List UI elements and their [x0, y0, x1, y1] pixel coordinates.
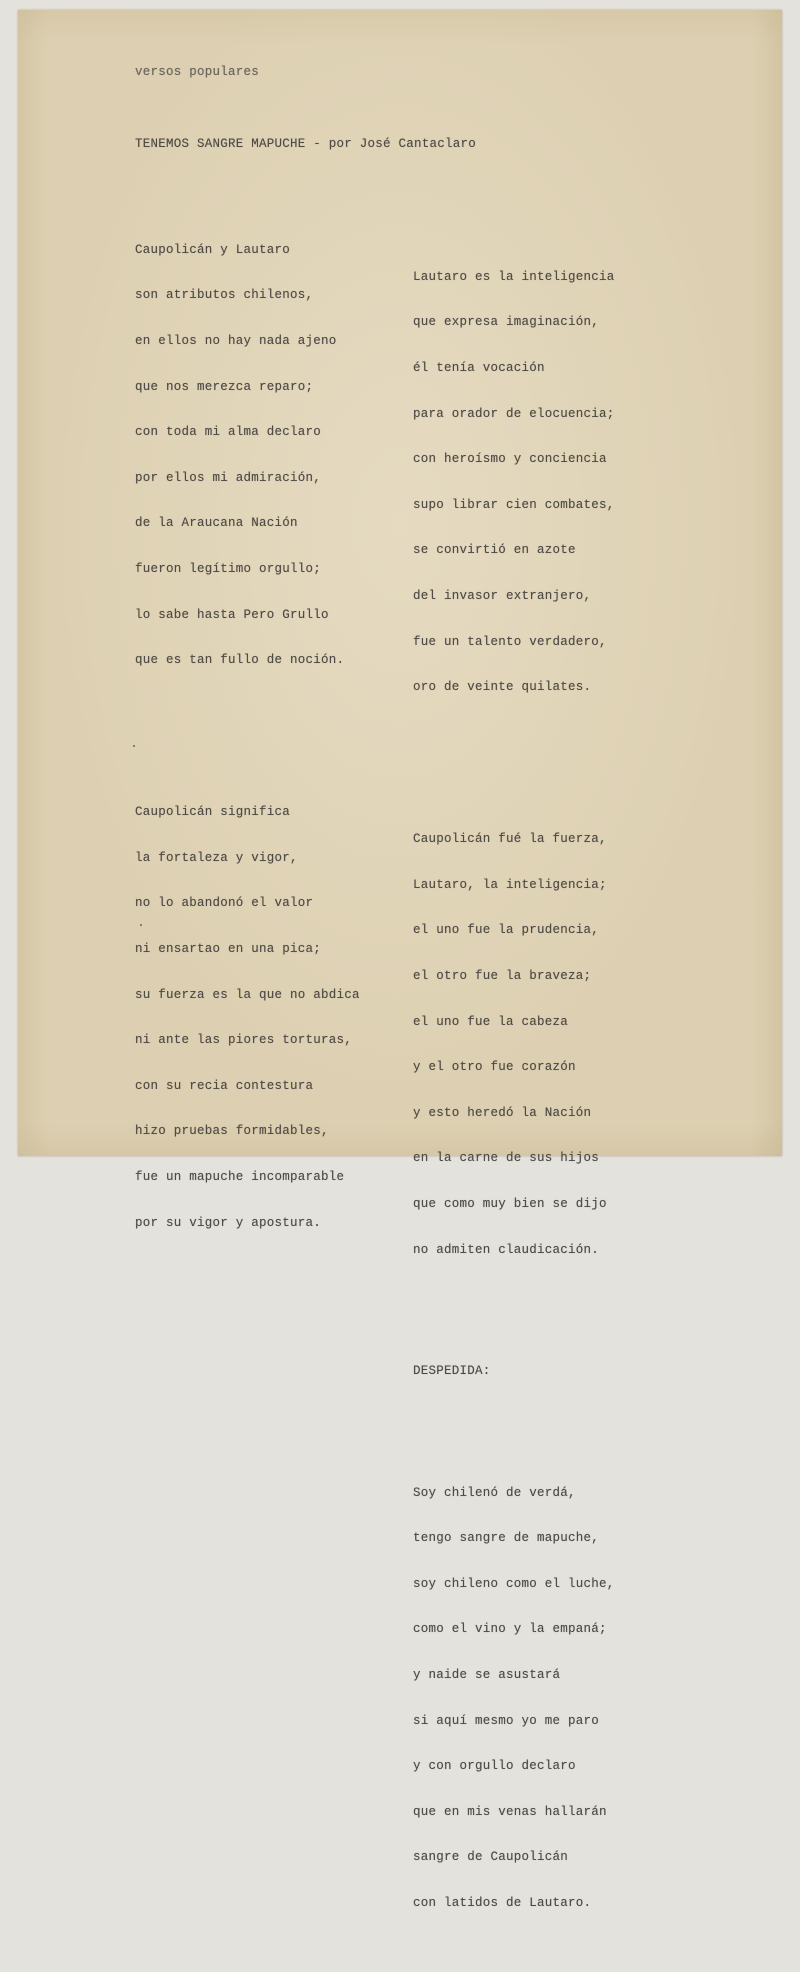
- verse-line: como el vino y la empaná;: [413, 1622, 607, 1637]
- verse-line: la fortaleza y vigor,: [135, 850, 298, 865]
- verse-line: soy chileno como el luche,: [413, 1576, 615, 1591]
- left-column: [135, 182, 360, 1292]
- verse-line: no admiten claudicación.: [413, 1242, 600, 1257]
- verse-line: en ellos no hay nada ajeno: [135, 334, 337, 348]
- verse-line: oro de veinte quilates.: [413, 680, 592, 695]
- verse-line: Lautaro es la inteligencia: [413, 269, 615, 284]
- despedida-heading: DESPEDIDA:: [413, 1364, 491, 1379]
- verse-line: el uno fue la prudencia,: [413, 923, 600, 938]
- right-column: [413, 209, 615, 1972]
- verse-line: y naide se asustará: [413, 1668, 561, 1683]
- verse-line: en la carne de sus hijos: [413, 1151, 600, 1166]
- verse-line: que es tan fullo de noción.: [135, 653, 345, 668]
- verse-line: no lo abandonó el valor: [135, 896, 314, 911]
- verse-line: supo librar cien combates,: [413, 497, 615, 512]
- verse-line: sangre de Caupolicán: [413, 1850, 569, 1865]
- stanza-fuerza-inteligencia: [413, 802, 615, 1288]
- verse-line: que nos merezca reparo;: [135, 379, 314, 394]
- verse-line: lo sabe hasta Pero Grullo: [135, 607, 329, 622]
- verse-line: fueron legítimo orgullo;: [135, 561, 322, 576]
- stanza-caupolican-significa: [135, 775, 360, 1261]
- stanza-spacer: [413, 1410, 615, 1425]
- verse-line: que como muy bien se dijo: [413, 1196, 607, 1211]
- verse-line: Caupolicán fué la fuerza,: [413, 832, 607, 847]
- verse-line: que expresa imaginación,: [413, 315, 600, 330]
- stanza-lautaro-inteligencia: [413, 239, 615, 725]
- verse-line: son atributos chilenos,: [135, 288, 314, 303]
- verse-line: del invasor extranjero,: [413, 588, 592, 603]
- verse-line: de la Araucana Nación: [135, 516, 298, 531]
- verse-line: el otro fue la braveza;: [413, 968, 592, 983]
- verse-line: y el otro fue corazón: [413, 1060, 576, 1075]
- verse-line: el uno fue la cabeza: [413, 1014, 569, 1029]
- verse-line: que en mis venas hallarán: [413, 1804, 607, 1819]
- verse-line: su fuerza es la que no abdica: [135, 987, 360, 1002]
- paper-sheet: [18, 10, 782, 1911]
- verse-line: Caupolicán significa: [135, 805, 291, 820]
- ink-speck: [140, 924, 142, 926]
- verse-line: si aquí mesmo yo me paro: [413, 1713, 600, 1728]
- verse-line: con latidos de Lautaro.: [413, 1896, 592, 1911]
- verse-line: y con orgullo declaro: [413, 1759, 576, 1774]
- verse-line: ni ante las piores torturas,: [135, 1033, 353, 1048]
- verse-line: fue un talento verdadero,: [413, 634, 607, 649]
- verse-line: hizo pruebas formidables,: [135, 1124, 329, 1139]
- ink-speck: [133, 745, 135, 747]
- stanza-spacer: [135, 729, 360, 744]
- verse-line: tengo sangre de mapuche,: [413, 1531, 600, 1546]
- stanza-spacer: [413, 1319, 615, 1334]
- verse-line: ni ensartao en una pica;: [135, 941, 322, 956]
- verse-line: para orador de elocuencia;: [413, 406, 615, 421]
- verse-line: por ellos mi admiración,: [135, 470, 322, 485]
- verse-line: y esto heredó la Nación: [413, 1105, 592, 1120]
- verse-line: con su recia contestura: [135, 1078, 314, 1093]
- verse-line: Caupolicán y Lautaro: [135, 242, 291, 257]
- verse-line: él tenía vocación: [413, 361, 545, 375]
- verse-line: con heroísmo y conciencia: [413, 452, 607, 467]
- verse-line: con toda mi alma declaro: [135, 425, 322, 440]
- stanza-spacer: [413, 756, 615, 771]
- stanza-despedida: [413, 1455, 615, 1941]
- verse-line: se convirtió en azote: [413, 543, 576, 558]
- stanza-caupolican-lautaro: [135, 212, 360, 698]
- verse-line: Soy chilenó de verdá,: [413, 1485, 576, 1500]
- verse-line: Lautaro, la inteligencia;: [413, 877, 607, 892]
- verse-line: fue un mapuche incomparable: [135, 1169, 345, 1184]
- poem-title: TENEMOS SANGRE MAPUCHE - por José Cantaclaro: [135, 137, 477, 151]
- header-note: versos populares: [135, 65, 260, 79]
- verse-line: por su vigor y apostura.: [135, 1215, 322, 1230]
